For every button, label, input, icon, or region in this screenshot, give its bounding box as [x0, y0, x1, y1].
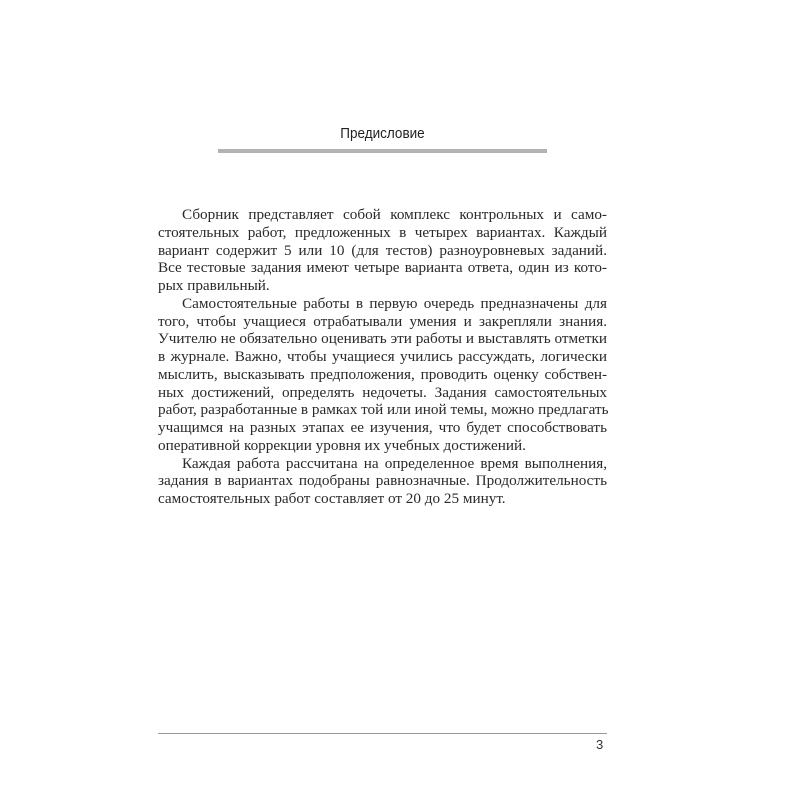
text-line: ных достижений, определять недочеты. Задания самостоятельных — [158, 383, 607, 401]
footer-rule — [158, 733, 607, 734]
text-line: оперативной коррекции уровня их учебных достижений. — [158, 436, 526, 454]
paragraph — [158, 455, 607, 508]
text-line: Каждая работа рассчитана на определенное время выполнения, — [182, 454, 607, 472]
paragraph — [158, 206, 607, 295]
body-text — [158, 206, 607, 508]
page-number: 3 — [596, 737, 604, 752]
text-line: в журнале. Важно, чтобы учащиеся учились рассуждать, логически — [158, 348, 607, 365]
text-line: учащимся на разных этапах ее изучения, что будет способствовать — [158, 419, 607, 436]
text-line: Самостоятельные работы в первую очередь предназначены для — [182, 294, 607, 312]
text-line: Все тестовые задания имеют четыре варианта ответа, один из кото- — [158, 259, 607, 277]
text-line: задания в вариантах подобраны равнозначные. Продолжительность — [158, 472, 607, 490]
page-title: Предисловие — [340, 125, 425, 142]
text-line: работ, разработанные в рамках той или иной темы, можно предлагать — [158, 401, 609, 419]
text-line: мыслить, высказывать предположения, проводить оценку собствен- — [158, 365, 607, 383]
text-line: Сборник представляет собой комплекс контрольных и само- — [182, 206, 607, 223]
text-line: Учителю не обязательно оценивать эти работы и выставлять отметки — [158, 330, 607, 348]
text-line: того, чтобы учащиеся отрабатывали умения и закрепляли знания. — [158, 312, 607, 330]
text-line: вариант содержит 5 или 10 (для тестов) разноуровневых заданий. — [158, 241, 607, 259]
title-rule — [218, 149, 547, 153]
text-line: рых правильный. — [158, 277, 270, 294]
paragraph — [158, 295, 607, 455]
text-line: стоятельных работ, предложенных в четырех вариантах. Каждый — [158, 223, 607, 241]
text-line: самостоятельных работ составляет от 20 до 25 минут. — [158, 490, 506, 507]
